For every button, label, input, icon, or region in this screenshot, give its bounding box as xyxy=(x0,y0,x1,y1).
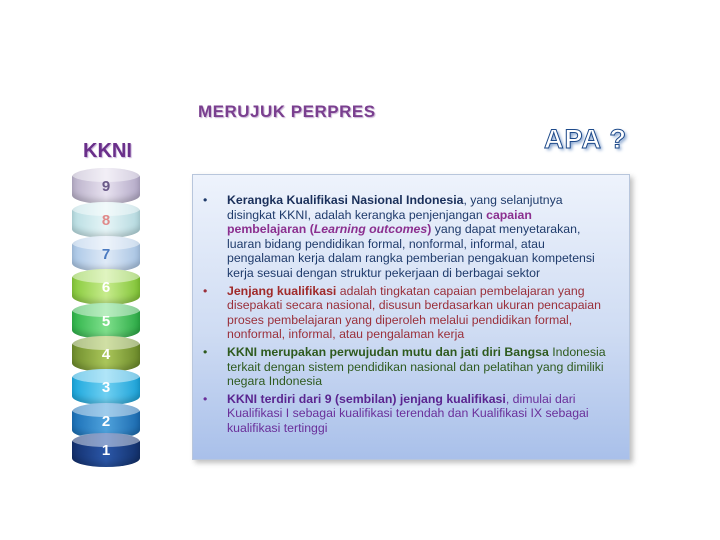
level-1: 1 xyxy=(72,433,140,467)
list-item: • Jenjang kualifikasi adalah tingkatan capaian pembelajaran yang disepakati secara nasional, disusun berdasarkan ukuran pencapaian proses pembelajaran yang diperoleh melalui pendidikan formal, nonformal, informal, atau pengalaman kerja xyxy=(203,283,601,342)
list-item: • KKNI merupakan perwujudan mutu dan jati diri Bangsa Indonesia terkait dengan sistem pendidikan nasional dan pelatihan yang dimiliki negara Indonesia xyxy=(203,344,606,389)
list-item: • KKNI terdiri dari 9 (sembilan) jenjang kualifikasi, dimulai dari Kualifikasi I sebagai kualifikasi terendah dan Kualifikasi IX sebagai kualifikasi tertinggi xyxy=(203,391,589,435)
kkni-level-stack xyxy=(72,150,140,470)
level-2: 2 xyxy=(72,403,140,439)
level-8: 8 xyxy=(72,202,140,238)
apa-heading: APA ? xyxy=(544,124,627,154)
level-9: 9 xyxy=(72,168,140,204)
level-4: 4 xyxy=(72,336,140,372)
bullet-icon: • xyxy=(203,391,208,406)
level-3: 3 xyxy=(72,369,140,405)
bullet-icon: • xyxy=(203,193,208,207)
definition-panel xyxy=(192,174,630,460)
subtitle: MERUJUK PERPRES xyxy=(198,102,376,121)
bullet-icon: • xyxy=(203,344,208,359)
level-6: 6 xyxy=(72,269,140,305)
kkni-title: KKNI xyxy=(83,140,132,162)
list-item: • Kerangka Kualifikasi Nasional Indonesia, yang selanjutnya disingkat KKNI, adalah kerangka penjenjangan capaian pembelajaran (Learning outcomes) yang dapat menyetarakan, luaran bidang pendidikan formal, nonformal, informal, atau pengalaman kerja dalam rangka pemberian pengakuan kompetensi kerja sesuai dengan struktur pekerjaan di berbagai sektor xyxy=(203,193,595,280)
level-7: 7 xyxy=(72,236,140,272)
bullet-icon: • xyxy=(203,283,208,298)
level-5: 5 xyxy=(72,303,140,339)
definition-list xyxy=(193,175,629,436)
